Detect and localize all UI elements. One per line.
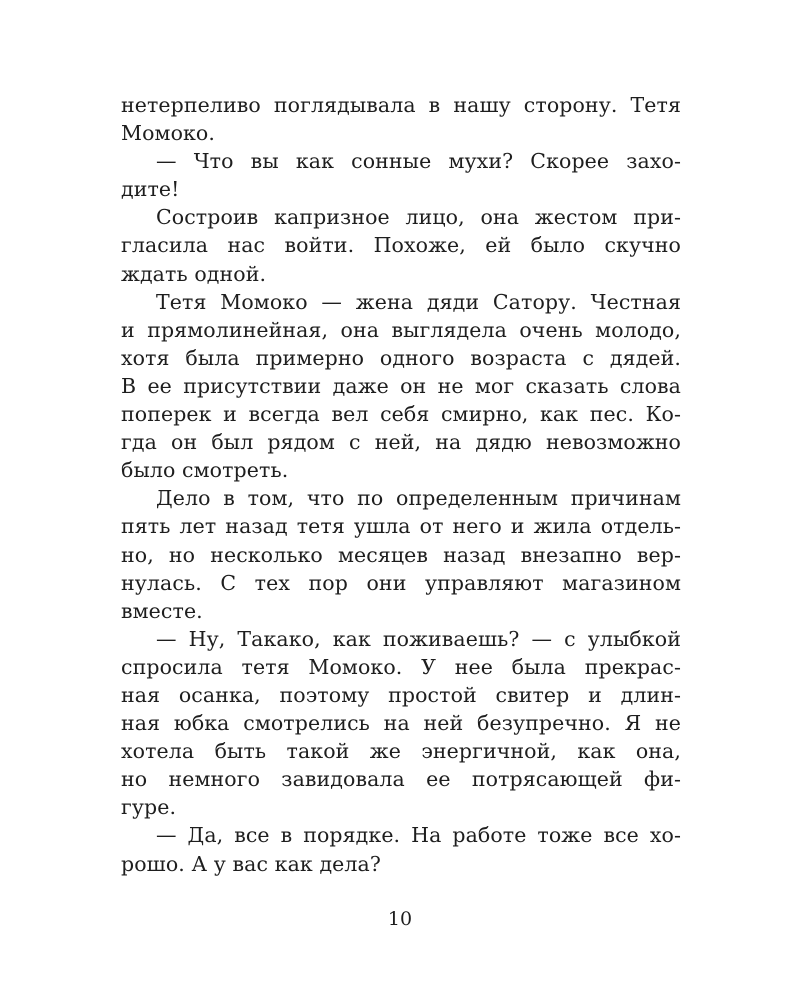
text-line: гуре. xyxy=(121,795,177,820)
text-line: ная юбка смотрелись на ней безупречно. Я не xyxy=(121,711,681,736)
body-text xyxy=(121,91,681,878)
text-line: Тетя Момоко — жена дяди Сатору. Честная xyxy=(156,289,681,314)
text-line: хотя была примерно одного возраста с дядей. xyxy=(121,345,681,370)
text-line: но, но несколько месяцев назад внезапно вер- xyxy=(121,542,681,567)
text-line: Момоко. xyxy=(121,121,215,146)
text-line: Состроив капризное лицо, она жестом при- xyxy=(156,205,681,230)
text-line: но немного завидовала ее потрясающей фи- xyxy=(121,767,681,792)
text-line: и прямолинейная, она выглядела очень молодо, xyxy=(121,317,681,342)
text-line: дите! xyxy=(121,177,180,202)
text-line: рошо. А у вас как дела? xyxy=(121,851,381,876)
text-line: ная осанка, поэтому простой свитер и длин- xyxy=(121,682,681,707)
text-line: было смотреть. xyxy=(121,458,289,483)
text-line: — Ну, Такако, как поживаешь? — с улыбкой xyxy=(156,626,681,651)
text-line: гда он был рядом с ней, на дядю невозможно xyxy=(121,430,681,455)
text-line: пять лет назад тетя ушла от него и жила отдель- xyxy=(121,514,681,539)
text-line: Дело в том, что по определенным причинам xyxy=(156,486,681,511)
text-line: вместе. xyxy=(121,598,203,623)
text-line: — Что вы как сонные мухи? Скорее захо- xyxy=(156,149,681,174)
text-line: хотела быть такой же энергичной, как она, xyxy=(121,739,681,764)
text-line: спросила тетя Момоко. У нее была прекрас- xyxy=(121,654,681,679)
text-line: ждать одной. xyxy=(121,261,267,286)
text-line: поперек и всегда вел себя смирно, как пес. Ко- xyxy=(121,402,681,427)
text-line: В ее присутствии даже он не мог сказать слова xyxy=(121,373,681,398)
page-number: 10 xyxy=(387,908,413,930)
text-line: гласила нас войти. Похоже, ей было скучно xyxy=(121,233,681,258)
text-line: — Да, все в порядке. На работе тоже все хо- xyxy=(156,823,681,848)
text-line: нулась. С тех пор они управляют магазином xyxy=(121,570,681,595)
text-line: нетерпеливо поглядывала в нашу сторону. Тетя xyxy=(121,93,681,117)
